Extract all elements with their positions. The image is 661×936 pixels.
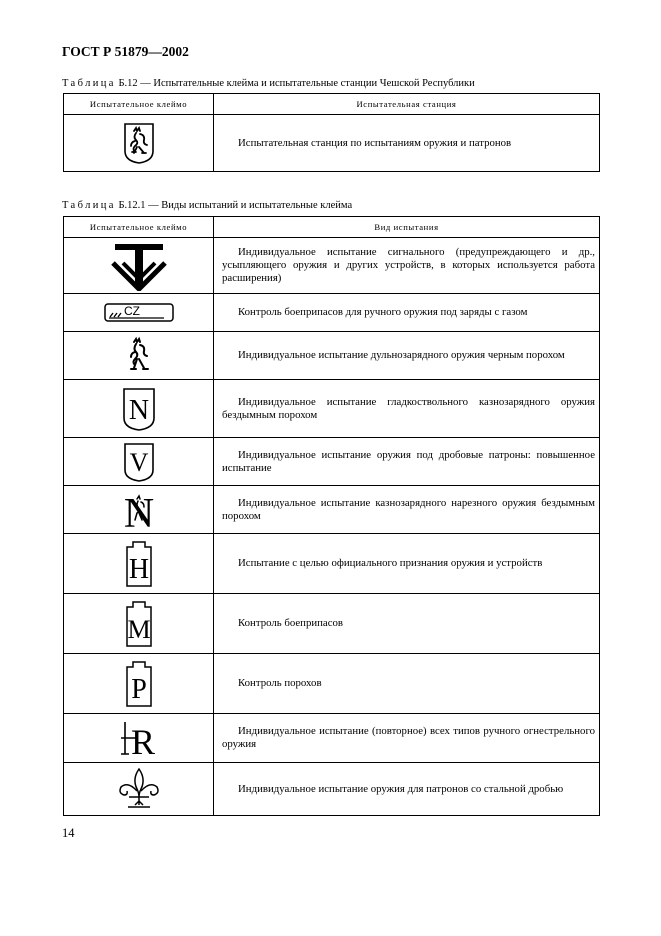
n-lion-stamp-text: N — [123, 490, 154, 531]
test-type-cell: Контроль порохов — [214, 654, 600, 714]
fleur-de-lis-stamp-icon — [116, 767, 162, 811]
r-stamp-text: R — [130, 722, 155, 758]
mark-cell — [64, 534, 214, 594]
test-type-cell: Индивидуальное испытание гладкоствольного казнозарядного оружия бездымным порохом — [214, 380, 600, 438]
n-shield-stamp-icon — [121, 386, 157, 432]
mark-cell — [64, 654, 214, 714]
mark-cell — [64, 380, 214, 438]
test-type-cell: Индивидуальное испытание сигнального (предупреждающего и др., усыпляющего оружия и других устройств, в которых используется работа расширения) — [214, 238, 600, 294]
table-row — [64, 594, 600, 654]
column-header-mark: Испытательное клеймо — [64, 217, 214, 238]
column-header-test-type: Вид испытания — [214, 217, 600, 238]
table-row — [64, 534, 600, 594]
table-header-row — [64, 217, 600, 238]
mark-cell — [64, 294, 214, 332]
test-type-cell: Индивидуальное испытание казнозарядного нарезного оружия бездымным порохом — [214, 486, 600, 534]
p-stamp-icon — [124, 659, 154, 709]
mark-cell — [64, 594, 214, 654]
table-row — [64, 438, 600, 486]
table-test-stations — [63, 93, 600, 172]
r-stamp-icon — [119, 718, 159, 758]
table1-caption — [62, 78, 475, 89]
table1-label: Таблица — [62, 78, 116, 89]
test-type-cell: Контроль боеприпасов для ручного оружия под заряды с газом — [214, 294, 600, 332]
mark-cell — [64, 238, 214, 294]
test-type-cell: Испытание с целью официального признания оружия и устройств — [214, 534, 600, 594]
h-stamp-text: H — [128, 553, 149, 585]
mark-cell — [64, 332, 214, 380]
cz-stamp-text: CZ — [123, 303, 140, 318]
lion-shield-stamp-icon — [122, 121, 156, 165]
table-row — [64, 714, 600, 763]
test-type-cell: Индивидуальное испытание оружия под дробовые патроны: повышенное испытание — [214, 438, 600, 486]
table2-caption — [62, 200, 352, 211]
n-lion-stamp-icon — [119, 489, 159, 531]
v-shield-stamp-icon — [122, 441, 156, 483]
table2-title: Б.12.1 — Виды испытаний и испытательные клейма — [115, 200, 353, 211]
mark-cell — [64, 438, 214, 486]
mark-cell — [64, 763, 214, 816]
mark-cell — [64, 486, 214, 534]
cz-gas-stamp-icon — [104, 302, 174, 324]
m-stamp-text: M — [126, 614, 151, 644]
test-type-cell: Контроль боеприпасов — [214, 594, 600, 654]
table-row — [64, 294, 600, 332]
station-cell: Испытательная станция по испытаниям оружия и патронов — [214, 115, 600, 172]
table-header-row — [64, 94, 600, 115]
p-stamp-text: P — [130, 673, 147, 705]
table-test-types — [63, 216, 600, 816]
table2-label: Таблица — [62, 200, 116, 211]
table-row — [64, 380, 600, 438]
table-row — [64, 332, 600, 380]
table1-title: Б.12 — Испытательные клейма и испытательные станции Чешской Республики — [115, 78, 475, 89]
table-row — [64, 763, 600, 816]
table-row — [64, 115, 600, 172]
mark-cell — [64, 714, 214, 763]
lion-stamp-icon — [124, 336, 154, 376]
column-header-station: Испытательная станция — [214, 94, 600, 115]
mark-cell — [64, 115, 214, 172]
n-stamp-text: N — [128, 394, 149, 426]
table-row — [64, 486, 600, 534]
column-header-mark: Испытательное клеймо — [64, 94, 214, 115]
document-code: ГОСТ Р 51879—2002 — [62, 44, 189, 59]
v-stamp-text: V — [129, 447, 148, 477]
page-number: 14 — [62, 826, 75, 840]
test-type-cell: Индивидуальное испытание дульнозарядного оружия черным порохом — [214, 332, 600, 380]
t-arrow-stamp-icon — [109, 241, 169, 291]
m-stamp-icon — [124, 599, 154, 649]
test-type-cell: Индивидуальное испытание оружия для патронов со стальной дробью — [214, 763, 600, 816]
table-row — [64, 238, 600, 294]
h-stamp-icon — [124, 539, 154, 589]
table-row — [64, 654, 600, 714]
test-type-cell: Индивидуальное испытание (повторное) всех типов ручного огнестрельного оружия — [214, 714, 600, 763]
